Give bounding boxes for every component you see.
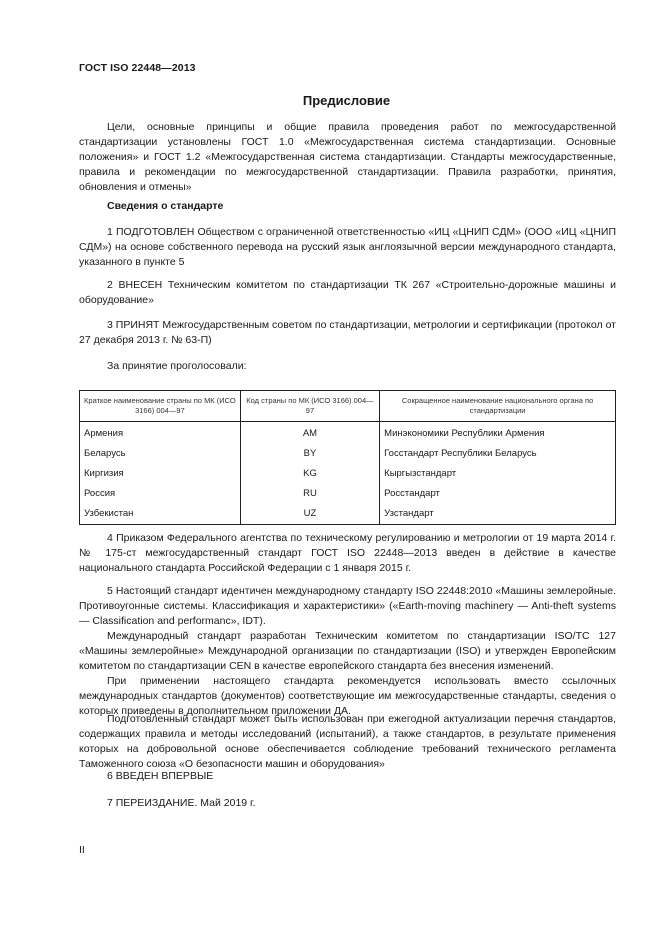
table-header-cell: Код страны по МК (ИСО 3166) 004—97 <box>240 391 379 422</box>
table-row <box>80 422 616 445</box>
voting-table <box>79 390 616 525</box>
vote-intro-block <box>79 359 616 374</box>
table-cell: Армения <box>80 422 241 445</box>
table-header-cell: Краткое наименование страны по МК (ИСО 3166) 004—97 <box>80 391 241 422</box>
item-7-text: 7 ПЕРЕИЗДАНИЕ. Май 2019 г. <box>107 797 256 809</box>
page-title: Предисловие <box>302 93 391 108</box>
section-heading: Сведения о стандарте <box>107 200 224 212</box>
intro-paragraph <box>79 120 616 195</box>
table-cell: Россия <box>80 484 241 504</box>
table-cell: KG <box>240 464 379 484</box>
table-cell: Росстандарт <box>380 484 616 504</box>
table-row <box>80 504 616 525</box>
item-3-text: 3 ПРИНЯТ Межгосударственным советом по стандартизации, метрологии и сертификации (протокол от 27 декабря 2013 г. № 63-П) <box>79 319 616 346</box>
item-3 <box>79 318 616 348</box>
item-4 <box>79 531 616 576</box>
page-number: II <box>79 844 85 856</box>
table-cell: UZ <box>240 504 379 525</box>
table-cell: Беларусь <box>80 444 241 464</box>
table-cell: Кыргызстандарт <box>380 464 616 484</box>
table-header-cell: Сокращенное наименование национального органа по стандартизации <box>380 391 616 422</box>
item-1 <box>79 225 616 270</box>
item-7 <box>79 796 616 811</box>
intro-text: Цели, основные принципы и общие правила проведения работ по межгосударственной стандартизации установлены ГОСТ 1.0 «Межгосударственная система стандартизации. Основные положения» и ГОСТ 1.2 «Межгосударственная система стандартизации. Стандарты межгосударственные, правила и рекомендации по межгосударственной стандартизации. Правила разработки, принятия, обновления и отмены» <box>79 121 616 193</box>
item-5d-text: Подготовленный стандарт может быть использован при ежегодной актуализации перечня стандартов, содержащих правила и методы исследований (испытаний), а также стандартов, в результате применения которых на добровольной основе обеспечивается соблюдение требований технического регламента Таможенного союза «О безопасности машин и оборудования» <box>79 713 616 770</box>
item-6 <box>79 769 616 784</box>
table-row <box>80 444 616 464</box>
section-heading-block <box>79 199 616 214</box>
item-1-text: 1 ПОДГОТОВЛЕН Обществом с ограниченной ответственностью «ИЦ «ЦНИП СДМ» (ООО «ИЦ «ЦНИП СДМ») на основе собственного перевода на русский язык англоязычной версии международного стандарта, указанного в пункте 5 <box>79 226 616 268</box>
vote-intro: За принятие проголосовали: <box>107 360 247 372</box>
table-cell: RU <box>240 484 379 504</box>
item-4-text: 4 Приказом Федерального агентства по техническому регулированию и метрологии от 19 марта 2014 г. № 175-ст межгосударственный стандарт ГОСТ ISO 22448—2013 введен в действие в качестве национального стандарта Российской Федерации с 1 января 2015 г. <box>79 532 616 574</box>
item-2-text: 2 ВНЕСЕН Техническим комитетом по стандартизации ТК 267 «Строительно-дорожные машины и оборудование» <box>79 279 616 306</box>
item-6-text: 6 ВВЕДЕН ВПЕРВЫЕ <box>107 770 214 782</box>
table-cell: BY <box>240 444 379 464</box>
item-2 <box>79 278 616 308</box>
item-5b <box>79 629 616 674</box>
table-cell: Киргизия <box>80 464 241 484</box>
item-5 <box>79 584 616 629</box>
item-5-text: 5 Настоящий стандарт идентичен международному стандарту ISO 22448:2010 «Машины землеройные. Противоугонные системы. Классификация и характеристики» («Earth-moving machinery — Anti-theft systems — Classification and performanc», IDT). <box>79 585 616 627</box>
item-5c-text: При применении настоящего стандарта рекомендуется использовать вместо ссылочных международных стандартов (документов) соответствующие им межгосударственные стандарты, сведения о которых приведены в дополнительном приложении ДА. <box>79 675 616 717</box>
table-row <box>80 484 616 504</box>
table-row <box>80 464 616 484</box>
table-cell: Узстандарт <box>380 504 616 525</box>
table-cell: Узбекистан <box>80 504 241 525</box>
table-header-row <box>80 391 616 422</box>
item-5d <box>79 712 616 772</box>
table-cell: AM <box>240 422 379 445</box>
table-cell: Минэкономики Республики Армения <box>380 422 616 445</box>
item-5b-text: Международный стандарт разработан Техническим комитетом по стандартизации ISO/TC 127 «Машины землеройные» Международной организации по стандартизации (ISO) и утвержден Европейским комитетом по стандартизации CEN в качестве европейского стандарта без внесения изменений. <box>79 630 616 672</box>
document-header: ГОСТ ISO 22448—2013 <box>79 62 196 74</box>
table-cell: Госстандарт Республики Беларусь <box>380 444 616 464</box>
